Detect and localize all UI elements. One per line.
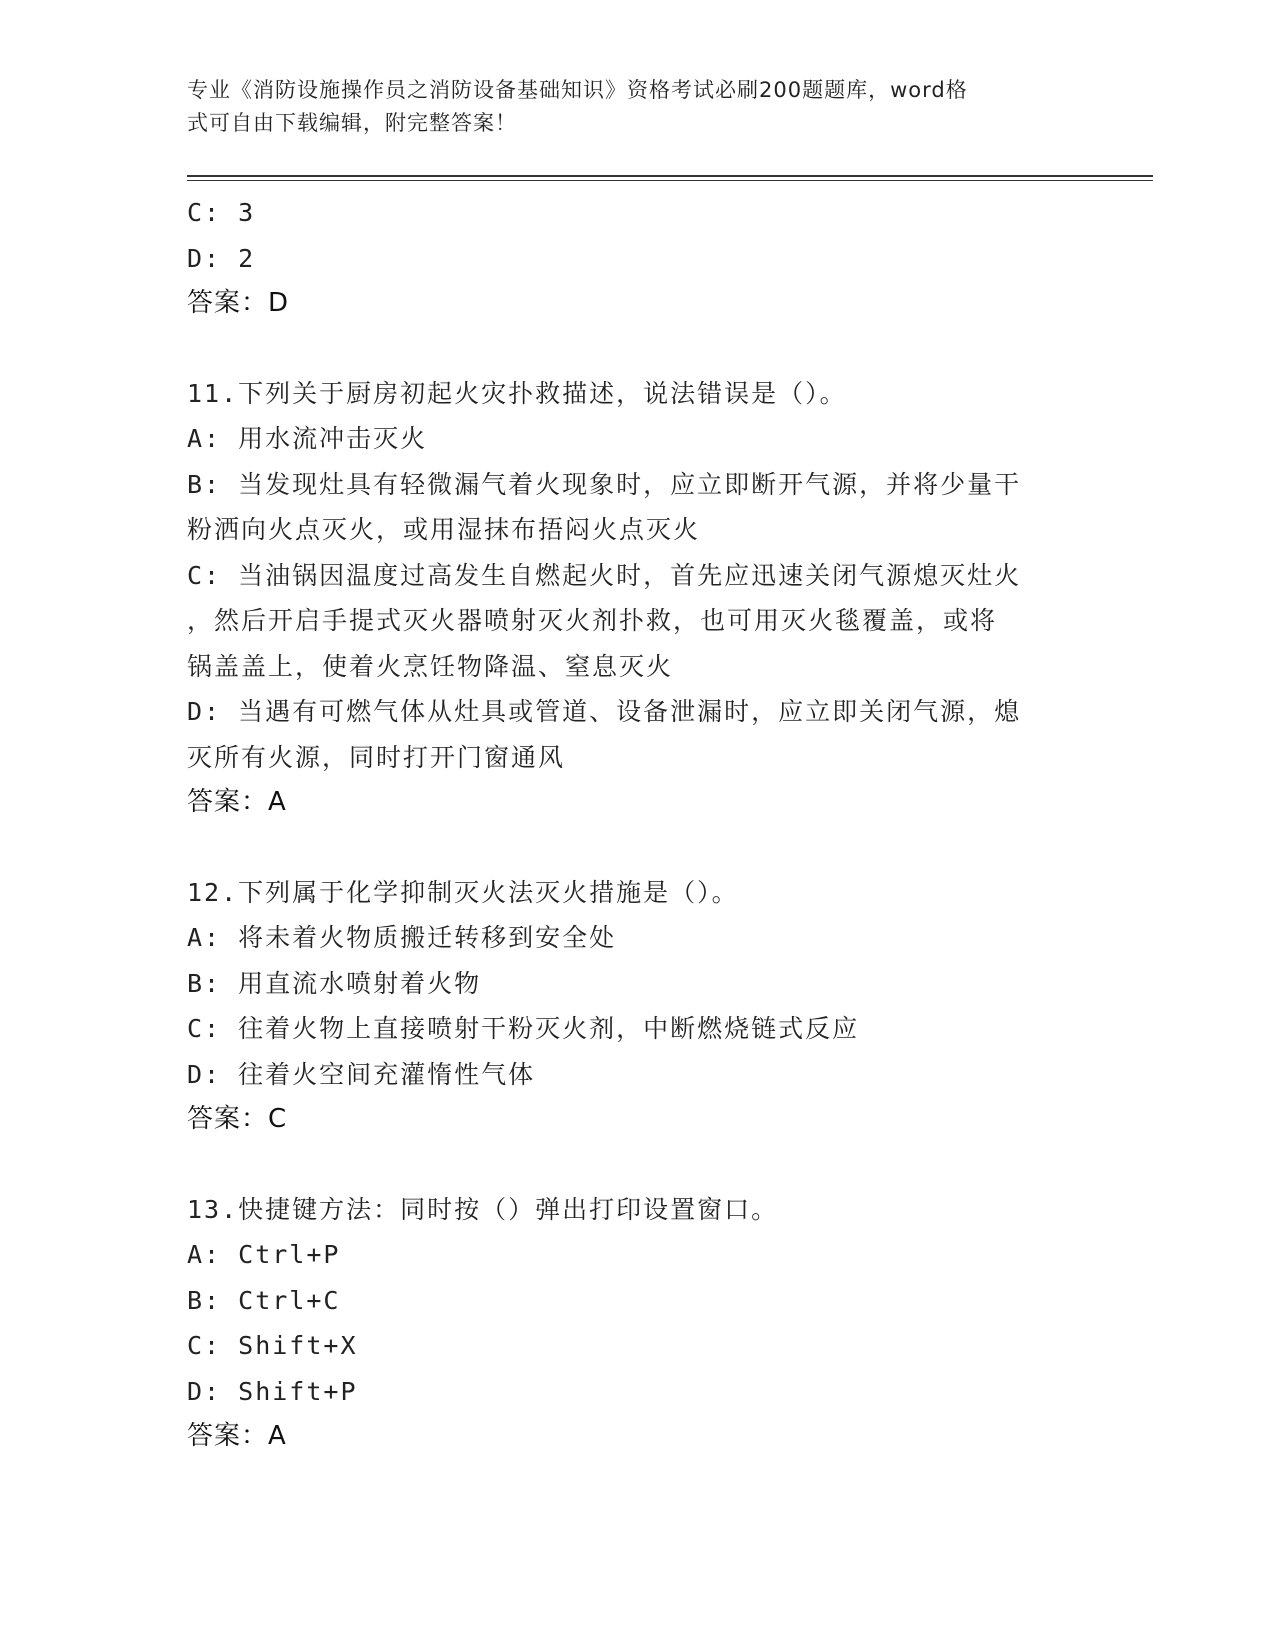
option-c-line-1: C: 当油锅因温度过高发生自燃起火时，首先应迅速关闭气源熄灭灶火 [187,560,1022,590]
question-10-continued [187,190,1087,327]
option-a: A: Ctrl+P [187,1240,341,1269]
option-c: C: 3 [187,198,256,227]
document-body [187,190,1087,1460]
option-d: D: Shift+P [187,1376,358,1406]
option-b [187,462,1087,553]
option-d-line-2: 灭所有火源，同时打开门窗通风 [187,742,566,772]
option-c-line-2: ，然后开启手提式灭火器喷射灭火剂扑救，也可用灭火毯覆盖，或将 [187,606,998,635]
option-b-line-2: 粉洒向火点灭火，或用湿抹布捂闷火点灭火 [187,515,701,544]
option-d: D: 2 [187,243,256,273]
answer-line: 答案：A [187,787,287,817]
option-b-line-1: B: 当发现灶具有轻微漏气着火现象时，应立即断开气源，并将少量干 [187,469,1022,499]
spacer [187,1143,1087,1187]
option-c [187,553,1087,690]
option-d-line-1: D: 当遇有可燃气体从灶具或管道、设备泄漏时，应立即关闭气源，熄 [187,697,1022,726]
document-header [187,74,1067,140]
question-stem: 13.快捷键方法：同时按（）弹出打印设置窗口。 [187,1194,779,1224]
option-a: A: 将未着火物质搬迁转移到安全处 [187,923,617,952]
option-c: C: 往着火物上直接喷射干粉灭火剂，中断燃烧链式反应 [187,1014,860,1043]
answer-line: 答案：D [187,288,290,318]
header-rule-top [187,175,1153,177]
option-a: A: 用水流冲击灭火 [187,424,428,453]
question-13 [187,1187,1087,1460]
question-stem: 12.下列属于化学抑制灭火法灭火措施是（）。 [187,877,739,907]
option-c: C: Shift+X [187,1331,358,1360]
question-11 [187,371,1087,826]
spacer [187,327,1087,371]
answer-line: 答案：A [187,1421,287,1451]
question-stem: 11.下列关于厨房初起火灾扑救描述，说法错误是（）。 [187,378,847,408]
option-d [187,689,1087,780]
question-12 [187,870,1087,1143]
option-d: D: 往着火空间充灌惰性气体 [187,1059,536,1089]
spacer [187,826,1087,870]
option-c-line-3: 锅盖盖上，使着火烹饪物降温、窒息灭火 [187,651,674,681]
header-title-line-1: 专业《消防设施操作员之消防设备基础知识》资格考试必刷200题题库，word格 [187,78,968,102]
answer-line: 答案：C [187,1104,288,1134]
header-title-line-2: 式可自由下载编辑，附完整答案！ [187,111,517,135]
option-b: B: 用直流水喷射着火物 [187,968,482,998]
option-b: B: Ctrl+C [187,1285,341,1315]
header-rule-bottom [187,180,1153,181]
